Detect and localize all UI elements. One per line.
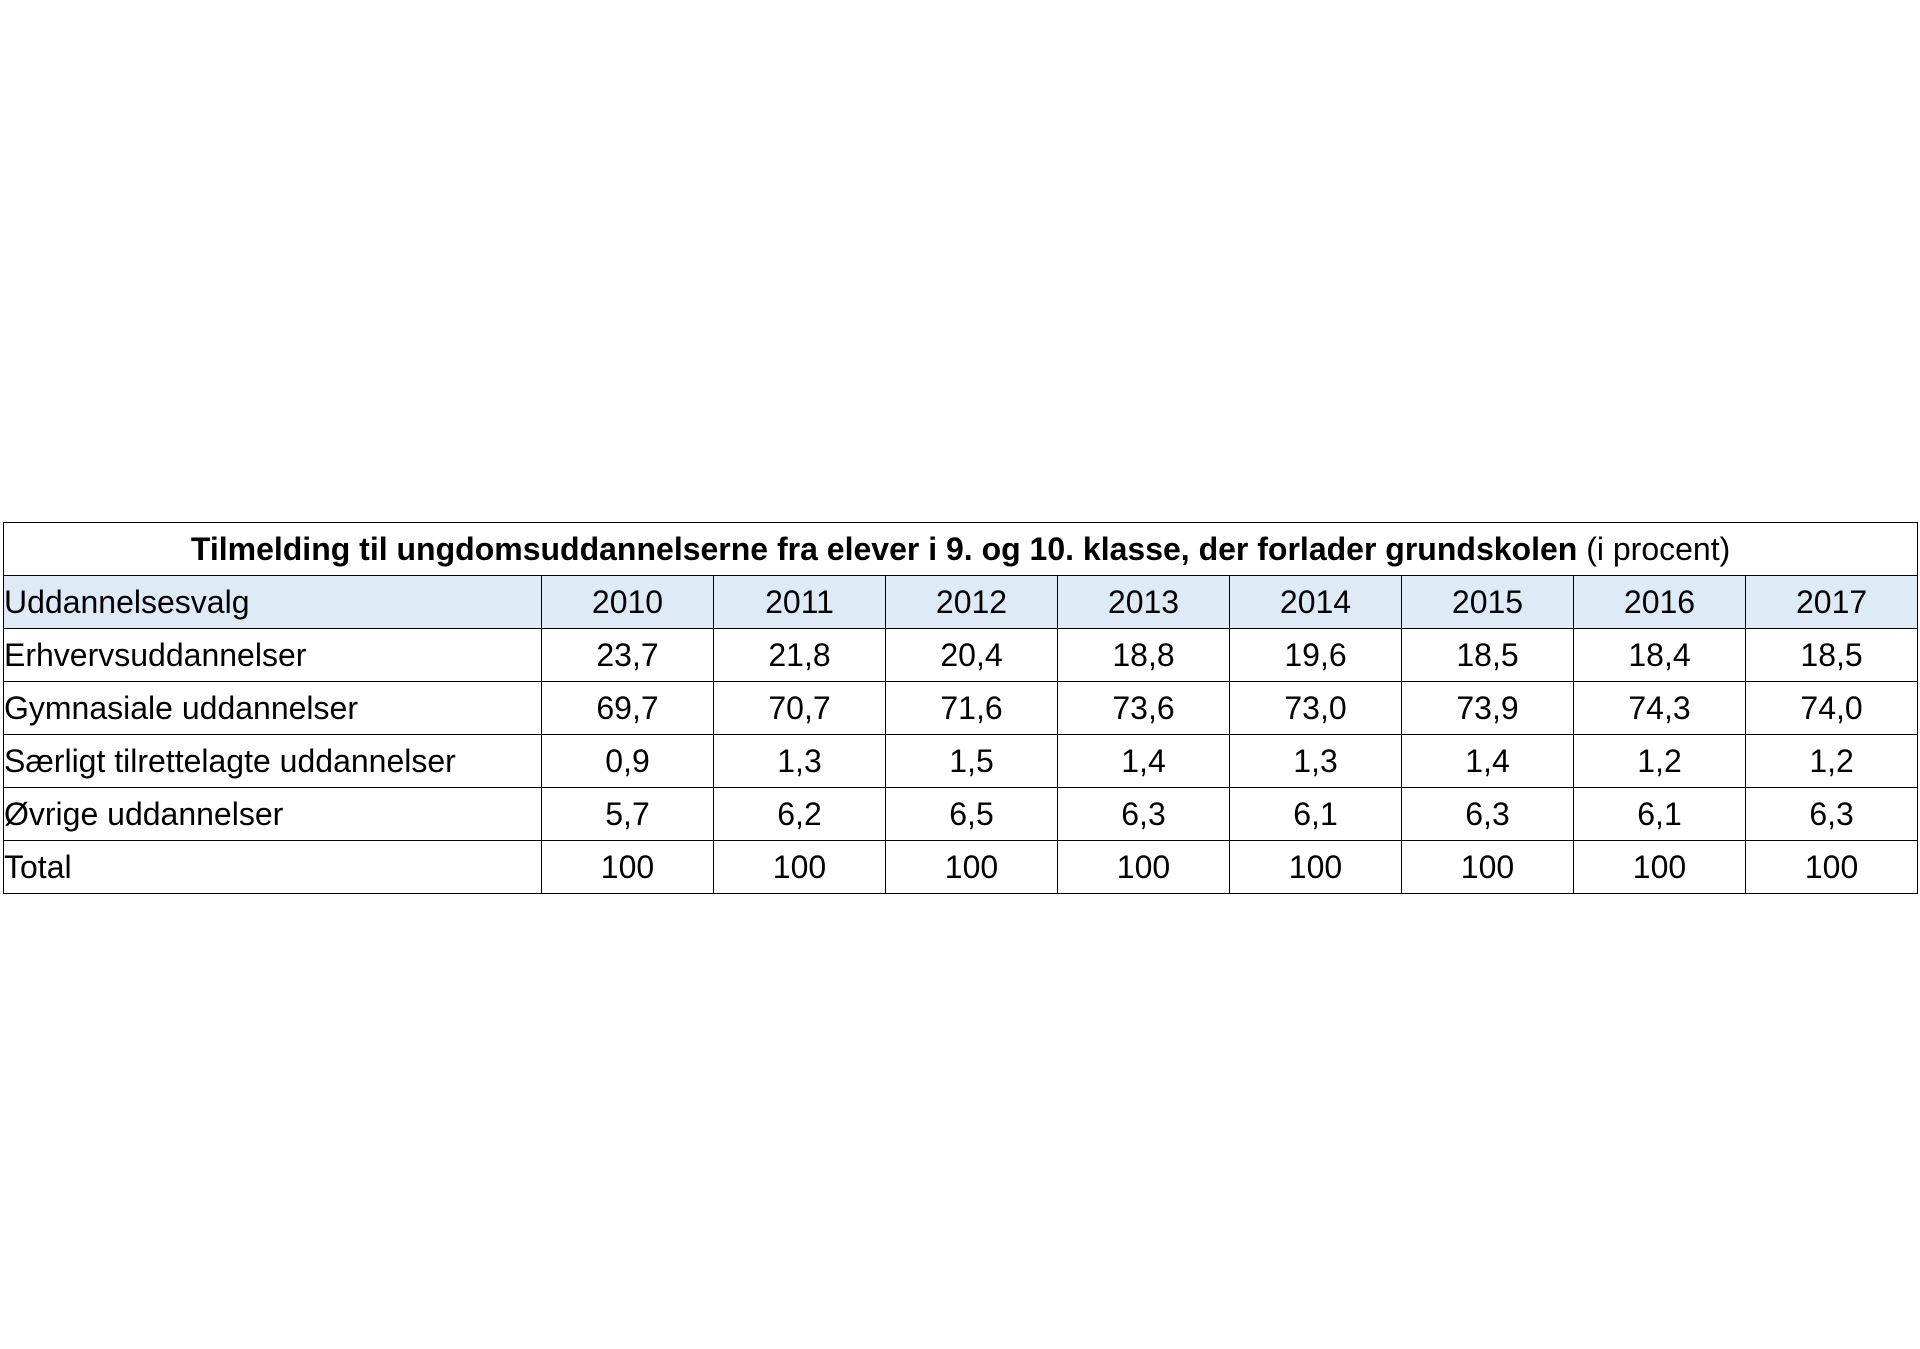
header-year: 2010 <box>542 576 714 629</box>
value-cell: 100 <box>1574 841 1746 894</box>
value-cell: 1,2 <box>1574 735 1746 788</box>
header-year: 2011 <box>714 576 886 629</box>
table-container <box>3 522 1917 894</box>
table-title-row <box>4 523 1918 576</box>
header-year: 2012 <box>886 576 1058 629</box>
value-cell: 20,4 <box>886 629 1058 682</box>
table-title <box>4 523 1918 576</box>
value-cell: 70,7 <box>714 682 886 735</box>
value-cell: 6,3 <box>1746 788 1918 841</box>
table-title-main: Tilmelding til ungdomsuddannelserne fra elever i 9. og 10. klasse, der forlader grundskolen <box>190 531 1578 567</box>
value-cell: 6,2 <box>714 788 886 841</box>
value-cell: 100 <box>1058 841 1230 894</box>
table-row <box>4 629 1918 682</box>
value-cell: 100 <box>1230 841 1402 894</box>
value-cell: 100 <box>1746 841 1918 894</box>
row-label: Øvrige uddannelser <box>4 788 542 841</box>
value-cell: 1,2 <box>1746 735 1918 788</box>
value-cell: 73,0 <box>1230 682 1402 735</box>
value-cell: 1,5 <box>886 735 1058 788</box>
row-label: Erhvervsuddannelser <box>4 629 542 682</box>
value-cell: 100 <box>542 841 714 894</box>
table-title-suffix: (i procent) <box>1586 531 1731 567</box>
value-cell: 18,5 <box>1746 629 1918 682</box>
value-cell: 6,3 <box>1058 788 1230 841</box>
value-cell: 71,6 <box>886 682 1058 735</box>
value-cell: 1,4 <box>1402 735 1574 788</box>
value-cell: 1,3 <box>714 735 886 788</box>
table-header-row <box>4 576 1918 629</box>
header-year: 2013 <box>1058 576 1230 629</box>
value-cell: 74,0 <box>1746 682 1918 735</box>
row-label: Særligt tilrettelagte uddannelser <box>4 735 542 788</box>
value-cell: 1,4 <box>1058 735 1230 788</box>
table-row <box>4 682 1918 735</box>
header-year: 2015 <box>1402 576 1574 629</box>
value-cell: 19,6 <box>1230 629 1402 682</box>
header-year: 2014 <box>1230 576 1402 629</box>
table-row <box>4 788 1918 841</box>
value-cell: 6,1 <box>1230 788 1402 841</box>
value-cell: 18,5 <box>1402 629 1574 682</box>
value-cell: 74,3 <box>1574 682 1746 735</box>
value-cell: 73,9 <box>1402 682 1574 735</box>
value-cell: 6,3 <box>1402 788 1574 841</box>
value-cell: 23,7 <box>542 629 714 682</box>
table-row <box>4 735 1918 788</box>
value-cell: 100 <box>886 841 1058 894</box>
header-year: 2016 <box>1574 576 1746 629</box>
value-cell: 21,8 <box>714 629 886 682</box>
value-cell: 6,5 <box>886 788 1058 841</box>
header-label: Uddannelsesvalg <box>4 576 542 629</box>
enrollment-table <box>3 522 1918 894</box>
value-cell: 73,6 <box>1058 682 1230 735</box>
value-cell: 100 <box>714 841 886 894</box>
value-cell: 6,1 <box>1574 788 1746 841</box>
table-row <box>4 841 1918 894</box>
value-cell: 18,4 <box>1574 629 1746 682</box>
value-cell: 1,3 <box>1230 735 1402 788</box>
header-year: 2017 <box>1746 576 1918 629</box>
row-label: Gymnasiale uddannelser <box>4 682 542 735</box>
value-cell: 100 <box>1402 841 1574 894</box>
value-cell: 0,9 <box>542 735 714 788</box>
row-label: Total <box>4 841 542 894</box>
value-cell: 18,8 <box>1058 629 1230 682</box>
value-cell: 5,7 <box>542 788 714 841</box>
value-cell: 69,7 <box>542 682 714 735</box>
